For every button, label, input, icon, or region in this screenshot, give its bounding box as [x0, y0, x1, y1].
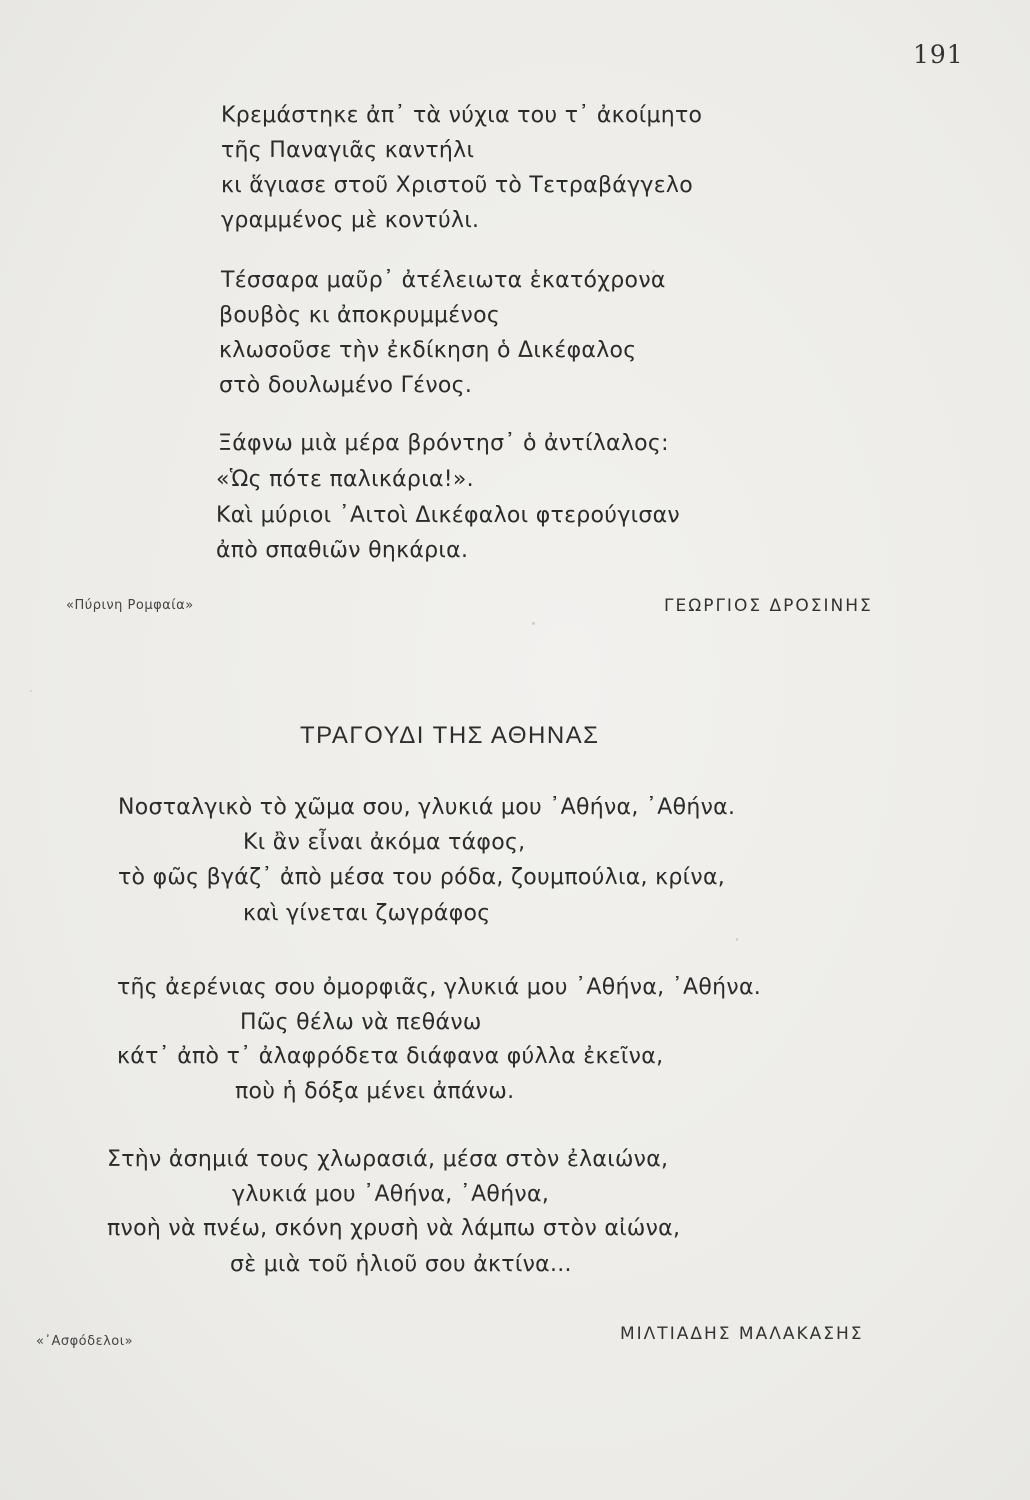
- poem-source: «᾽Ασφόδελοι»: [36, 1334, 134, 1349]
- poem-line: Πῶς θέλω νὰ πεθάνω: [240, 1010, 482, 1035]
- poem-line: βουβὸς κι ἀποκρυμμένος: [219, 303, 501, 328]
- poem-line: τῆς ἀερένιας σου ὀμορφιᾶς, γλυκιά μου ᾽Αθήνα, ᾽Αθήνα.: [117, 975, 762, 1000]
- poem-author: ΓΕΩΡΓΙΟΣ ΔΡΟΣΙΝΗΣ: [664, 596, 873, 616]
- poem-line: Στὴν ἀσημιά τους χλωρασιά, μέσα στὸν ἐλαιώνα,: [107, 1147, 669, 1172]
- poem-source: «Πύρινη Ρομφαία»: [66, 598, 194, 613]
- poem-line: κάτ᾽ ἀπὸ τ᾽ ἀλαφρόδετα διάφανα φύλλα ἐκεῖνα,: [117, 1044, 664, 1069]
- poem-line: κλωσοῦσε τὴν ἐκδίκηση ὁ Δικέφαλος: [219, 338, 637, 363]
- page-number: 191: [913, 40, 964, 69]
- poem-line: Κρεμάστηκε ἀπ᾽ τὰ νύχια του τ᾽ ἀκοίμητο: [221, 103, 703, 128]
- poem-line: γλυκιά μου ᾽Αθήνα, ᾽Αθήνα,: [232, 1182, 550, 1207]
- poem-line: ποὺ ἡ δόξα μένει ἀπάνω.: [235, 1079, 515, 1104]
- poem-line: σὲ μιὰ τοῦ ἡλιοῦ σου ἀκτίνα...: [230, 1252, 572, 1277]
- poem-author: ΜΙΛΤΙΑΔΗΣ ΜΑΛΑΚΑΣΗΣ: [620, 1324, 864, 1344]
- poem-line: τῆς Παναγιᾶς καντήλι: [221, 138, 475, 163]
- poem-line: Καὶ μύριοι ᾽Αιτοὶ Δικέφαλοι φτερούγισαν: [216, 503, 681, 528]
- paper-speck: [30, 690, 32, 692]
- poem-line: ἀπὸ σπαθιῶν θηκάρια.: [216, 538, 469, 563]
- poem-line: Ξάφνω μιὰ μέρα βρόντησ᾽ ὁ ἀντίλαλος:: [218, 431, 669, 456]
- paper-speck: [736, 938, 738, 941]
- poem-line: Κι ἂν εἶναι ἀκόμα τάφος,: [243, 830, 526, 855]
- poem-line: τὸ φῶς βγάζ᾽ ἀπὸ μέσα του ρόδα, ζουμπούλια, κρίνα,: [118, 865, 726, 890]
- poem-line: γραμμένος μὲ κοντύλι.: [221, 208, 480, 233]
- poem-line: στὸ δουλωμένο Γένος.: [219, 373, 473, 398]
- poem-line: πνοὴ νὰ πνέω, σκόνη χρυσὴ νὰ λάμπω στὸν αἰώνα,: [107, 1216, 681, 1241]
- poem-title: ΤΡΑΓΟΥΔΙ ΤΗΣ ΑΘΗΝΑΣ: [300, 722, 600, 749]
- poem-line: καὶ γίνεται ζωγράφος: [243, 901, 491, 926]
- poem-line: κι ἅγιασε στοῦ Χριστοῦ τὸ Τετραβάγγελο: [221, 173, 694, 198]
- paper-speck: [532, 622, 535, 625]
- poem-line: Τέσσαρα μαῦρ᾽ ἀτέλειωτα ἑκατόχρονα: [221, 268, 666, 293]
- poem-line: «Ὡς πότε παλικάρια!».: [216, 467, 474, 492]
- poem-line: Νοσταλγικὸ τὸ χῶμα σου, γλυκιά μου ᾽Αθήνα, ᾽Αθήνα.: [118, 795, 736, 820]
